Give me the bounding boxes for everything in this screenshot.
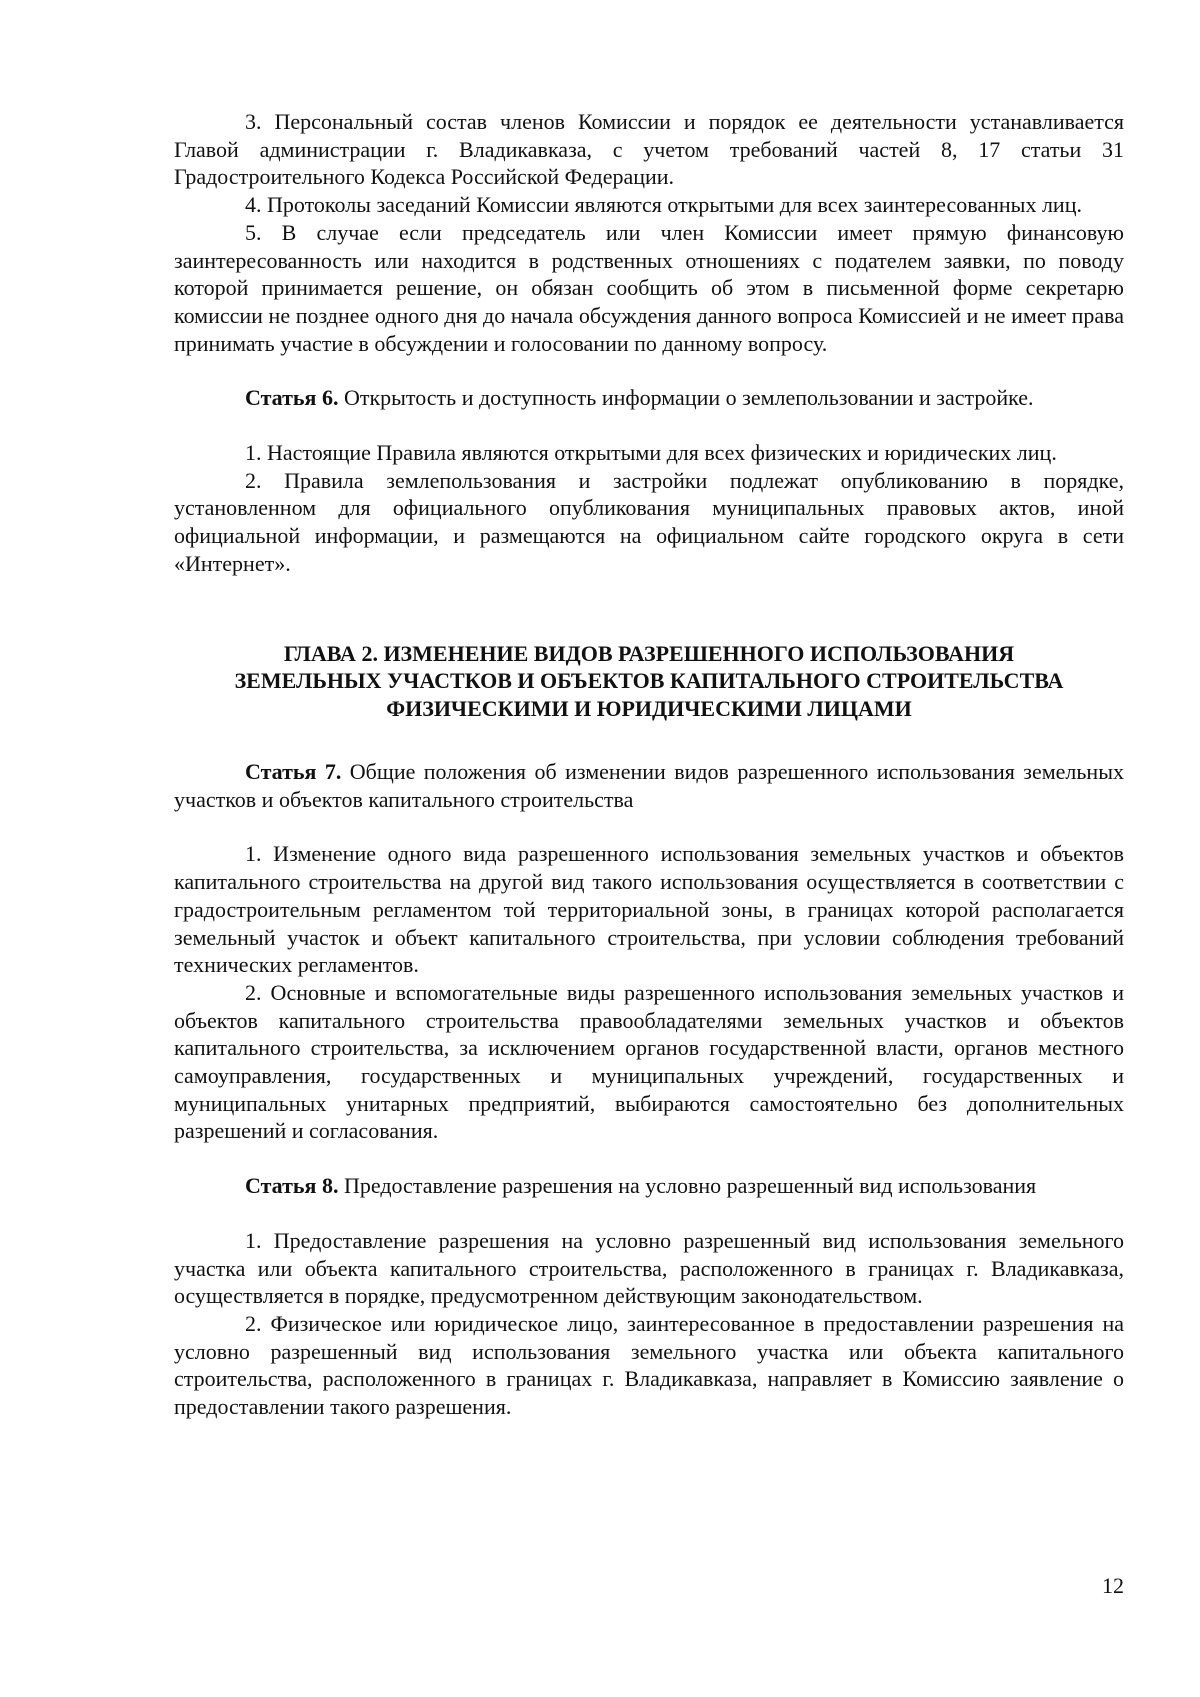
chapter-2-heading-line-2: ЗЕМЕЛЬНЫХ УЧАСТКОВ И ОБЪЕКТОВ КАПИТАЛЬНОГО СТРОИТЕЛЬСТВА xyxy=(234,668,1064,694)
article-8-paragraph-2: 2. Физическое или юридическое лицо, заинтересованное в предоставлении разрешения на условно разрешенный вид использования земельного участка или объекта капитального строительства, расположенного в границах г. Владикавказа, направляет в Комиссию заявление о предоставлении такого разрешения. xyxy=(174,1311,1124,1420)
article-8-label: Статья 8. xyxy=(245,1173,339,1199)
document-page xyxy=(174,108,1124,1648)
spacer xyxy=(174,357,1124,384)
article-6-paragraph-2: 2. Правила землепользования и застройки подлежат опубликованию в порядке, установленном для официального опубликования муниципальных правовых актов, иной официальной информации, и размещаются на официальном сайте городского округа в сети «Интернет». xyxy=(174,467,1124,576)
article-8-heading xyxy=(174,1172,1124,1200)
article-7-paragraph-2: 2. Основные и вспомогательные виды разрешенного использования земельных участков и объектов капитального строительства правообладателями земельных участков и объектов капитального строительства, за исключением органов государственной власти, органов местного самоуправления, государственных и муниципальных учреждений, государственных и муниципальных унитарных предприятий, выбираются самостоятельно без дополнительных разрешений и согласования. xyxy=(174,979,1124,1144)
paragraph-commission-composition: 3. Персональный состав членов Комиссии и порядок ее деятельности устанавливается Главой администрации г. Владикавказа, с учетом требований частей 8, 17 статьи 31 Градостроительного Кодекса Российской Федерации. xyxy=(174,109,1124,190)
article-6-paragraph-1: 1. Настоящие Правила являются открытыми для всех физических и юридических лиц. xyxy=(245,440,1057,466)
article-7-title: Общие положения об изменении видов разрешенного использования земельных участков и объектов капитального строительства xyxy=(174,759,1124,812)
spacer xyxy=(174,722,1124,758)
article-8-paragraph-1: 1. Предоставление разрешения на условно разрешенный вид использования земельного участка или объекта капитального строительства, расположенного в границах г. Владикавказа, осуществляется в порядке, предусмотренном действующим законодательством. xyxy=(174,1227,1124,1309)
paragraph-protocols: 4. Протоколы заседаний Комиссии являются открытыми для всех заинтересованных лиц. xyxy=(245,192,1082,218)
spacer xyxy=(174,578,1124,640)
spacer xyxy=(174,412,1124,439)
chapter-2-heading xyxy=(174,640,1124,723)
article-7-label: Статья 7. xyxy=(245,759,342,785)
article-6-heading xyxy=(174,384,1124,412)
spacer xyxy=(174,1200,1124,1227)
article-6-label: Статья 6. xyxy=(245,385,339,411)
chapter-2-heading-line-1: ГЛАВА 2. ИЗМЕНЕНИЕ ВИДОВ РАЗРЕШЕННОГО ИСПОЛЬЗОВАНИЯ xyxy=(283,640,1015,666)
article-8-title: Предоставление разрешения на условно разрешенный вид использования xyxy=(338,1173,1037,1199)
spacer xyxy=(174,1145,1124,1172)
chapter-2-heading-line-3: ФИЗИЧЕСКИМИ И ЮРИДИЧЕСКИМИ ЛИЦАМИ xyxy=(386,695,912,721)
page-number: 12 xyxy=(1102,1573,1124,1598)
article-7-heading xyxy=(174,758,1124,813)
spacer xyxy=(174,813,1124,840)
article-7-paragraph-1: 1. Изменение одного вида разрешенного использования земельных участков и объектов капитального строительства на другой вид такого использования осуществляется в соответствии с градостроительным регламентом той территориальной зоны, в границах которой располагается земельный участок и объект капитального строительства, при условии соблюдения требований технических регламентов. xyxy=(174,841,1124,978)
article-6-title: Открытость и доступность информации о землепользовании и застройке. xyxy=(338,385,1034,411)
paragraph-conflict-of-interest: 5. В случае если председатель или член Комиссии имеет прямую финансовую заинтересованность или находится в родственных отношениях с подателем заявки, по поводу которой принимается решение, он обязан сообщить об этом в письменной форме секретарю комиссии не позднее одного дня до начала обсуждения данного вопроса Комиссией и не имеет права принимать участие в обсуждении и голосовании по данному вопросу. xyxy=(174,219,1124,356)
